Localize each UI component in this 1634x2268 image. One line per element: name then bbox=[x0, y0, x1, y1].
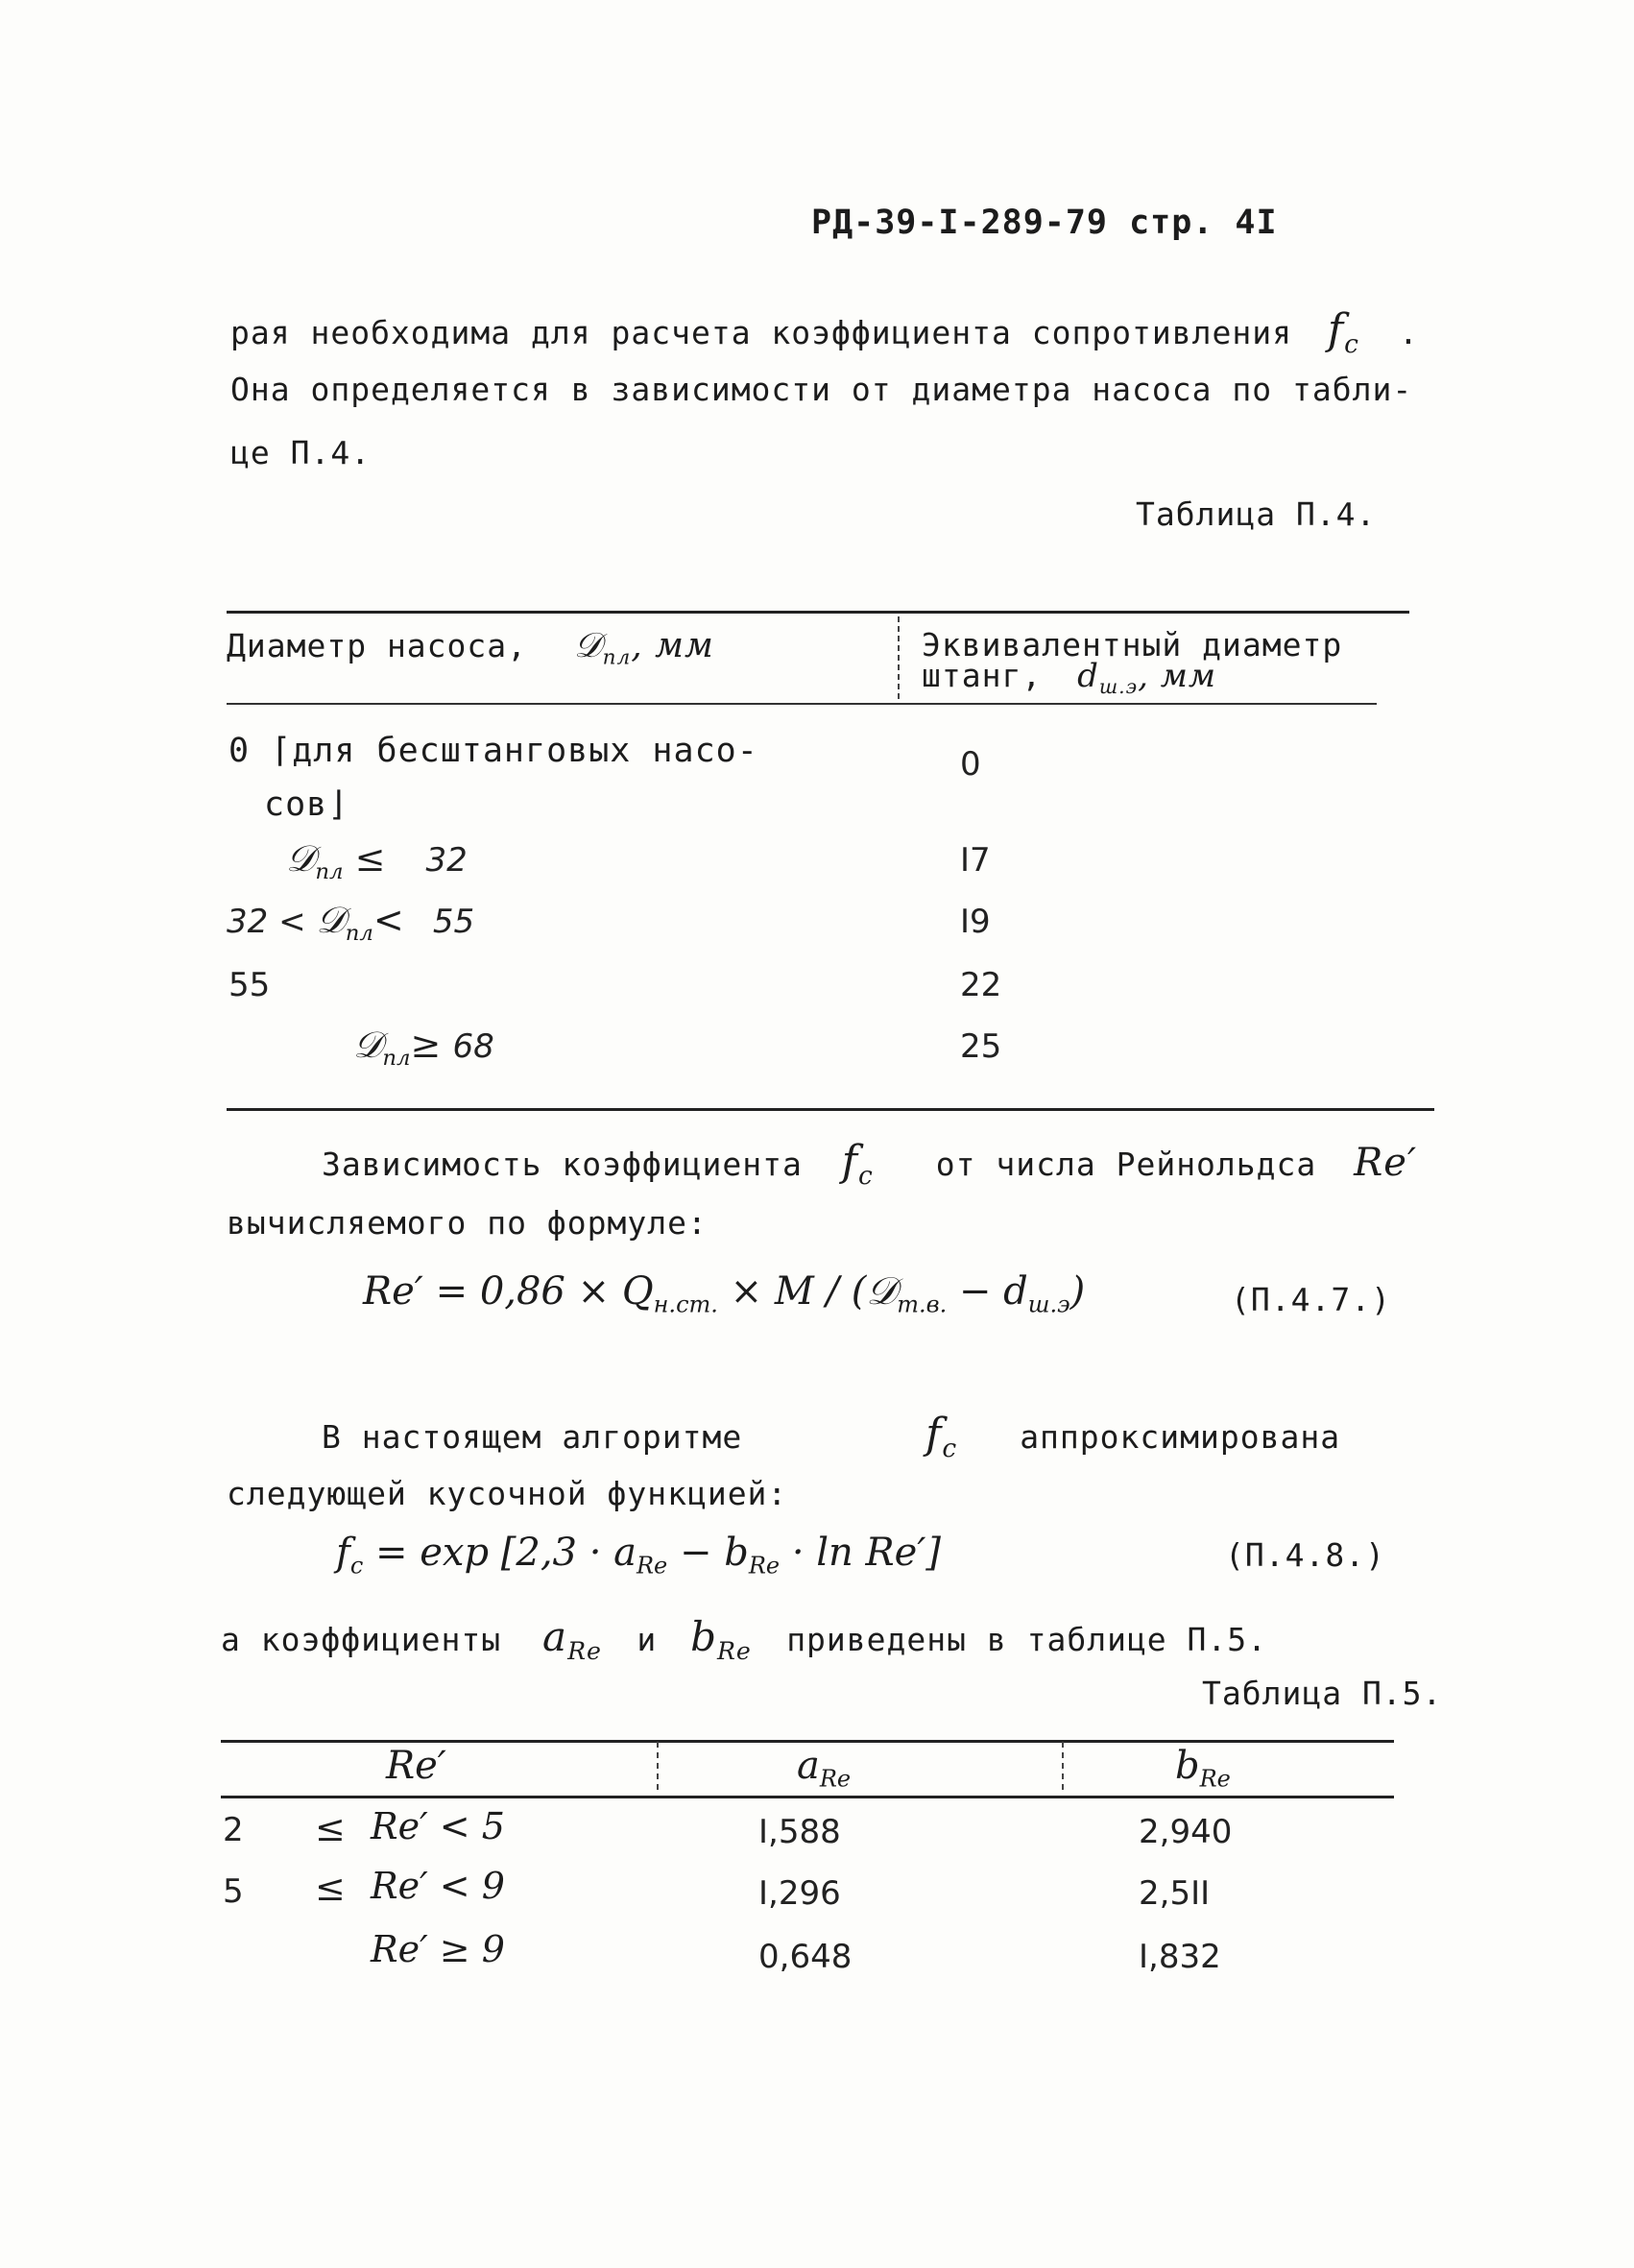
coefficient-a-symbol: $a_{Re}$ bbox=[542, 1613, 602, 1665]
table-5-row-3-a: 0,648 bbox=[758, 1938, 853, 1976]
table-4-col1-header: Диаметр насоса, 𝒟$_{пл}$, мм bbox=[227, 626, 714, 670]
table-5-row-2-relation: ≤ bbox=[315, 1867, 346, 1909]
approx-line-3: а коэффициенты $a_{Re}$ и $b_{Re}$ приведены в таблице П.5. bbox=[221, 1613, 1268, 1665]
table-5-header-re: Re′ bbox=[386, 1744, 446, 1788]
table-5-header-a: $a_{Re}$ bbox=[797, 1744, 852, 1793]
table-5-row-3-b: I,832 bbox=[1139, 1938, 1221, 1976]
table-5-caption: Таблица П.5. bbox=[1202, 1675, 1443, 1712]
table-4-header-rule bbox=[227, 703, 1377, 705]
table-5-header-b: $b_{Re}$ bbox=[1175, 1744, 1231, 1793]
coefficient-symbol-3: $f_c$ bbox=[925, 1410, 958, 1464]
reynolds-line-1: Зависимость коэффициента $f_c$ от числа Рейнольдса Re′ bbox=[322, 1137, 1418, 1192]
table-4-row-3-col1: 32 < 𝒟$_{пл}$< 55 bbox=[227, 899, 475, 946]
table-5-divider-2 bbox=[1062, 1742, 1064, 1790]
table-5-top-rule bbox=[221, 1740, 1394, 1743]
pump-diameter-symbol: 𝒟$_{пл}$, мм bbox=[573, 626, 714, 670]
intro-line-3: це П.4. bbox=[230, 434, 372, 471]
table-5-row-2-a: I,296 bbox=[758, 1874, 841, 1913]
table-5-row-2-b: 2,5II bbox=[1139, 1874, 1211, 1913]
coefficient-symbol-2: $f_c$ bbox=[841, 1137, 874, 1192]
table-4-col2-header-line-1: Эквивалентный диаметр bbox=[922, 626, 1343, 664]
intro-line-1-end: . bbox=[1398, 314, 1419, 351]
reynolds-symbol: Re′ bbox=[1354, 1141, 1418, 1185]
intro-line-1-text: рая необходима для расчета коэффициента сопротивления bbox=[230, 314, 1292, 351]
table-4-bottom-rule bbox=[227, 1108, 1434, 1111]
formula-p-4-8: $f_c = \exp [2,3 \cdot a_{Re} - b_{Re} \cdot \ln Re']$ bbox=[336, 1531, 941, 1580]
document-reference: РД-39-I-289-79 стр. 4I bbox=[811, 204, 1278, 242]
table-4-row-2-col1: 𝒟$_{пл}$ ≤ 32 bbox=[286, 837, 468, 884]
table-4-row-4-col2: 22 bbox=[960, 966, 1002, 1004]
table-4-row-1-col2: 0 bbox=[960, 745, 981, 784]
formula-p-4-7: $Re' = 0,86 \times Q_{н.ст.} \times M$ / (𝒟$_{т.в.}$ − $d_{ш.э}$) bbox=[363, 1269, 1086, 1318]
coefficient-symbol: $f_c$ bbox=[1327, 305, 1359, 360]
table-4-top-rule bbox=[227, 611, 1409, 614]
table-5-row-2-condition: Re′ < 9 bbox=[371, 1865, 505, 1907]
table-4-row-2-col2: I7 bbox=[960, 841, 991, 880]
table-5-divider-1 bbox=[657, 1742, 659, 1790]
reynolds-line-2: вычисляемого по формуле: bbox=[227, 1204, 708, 1242]
formula-p-4-7-number: (П.4.7.) bbox=[1231, 1281, 1391, 1318]
table-5-row-1-a: I,588 bbox=[758, 1813, 841, 1851]
table-5-row-1-b: 2,940 bbox=[1139, 1813, 1233, 1851]
table-4-row-5-col1: 𝒟$_{пл}$≥ 68 bbox=[353, 1024, 494, 1071]
table-5-row-1-lower: 2 bbox=[223, 1811, 244, 1849]
table-4-column-divider bbox=[898, 616, 900, 699]
intro-line-1 bbox=[230, 305, 1419, 359]
table-4-col2-header-line-2: штанг, $d_{ш.э}$, мм bbox=[922, 657, 1217, 699]
table-4-row-3-col2: I9 bbox=[960, 903, 991, 941]
table-5-row-1-relation: ≤ bbox=[315, 1807, 346, 1849]
table-4-row-1-col1-line-2: сов⌋ bbox=[264, 785, 349, 824]
table-4-row-5-col2: 25 bbox=[960, 1027, 1002, 1066]
intro-line-2: Она определяется в зависимости от диаметра насоса по табли- bbox=[230, 371, 1413, 408]
formula-p-4-8-number: (П.4.8.) bbox=[1225, 1536, 1385, 1574]
coefficient-b-symbol: $b_{Re}$ bbox=[690, 1613, 752, 1665]
approx-line-1: В настоящем алгоритме $f_c$ аппроксимирована bbox=[322, 1410, 1341, 1464]
table-4-caption: Таблица П.4. bbox=[1136, 495, 1377, 533]
table-4-row-1-col1-line-1: 0 ⌈для бесштанговых насо- bbox=[228, 732, 758, 770]
table-5-header-rule bbox=[221, 1796, 1394, 1798]
table-4-row-4-col1: 55 bbox=[228, 966, 271, 1004]
approx-line-2: следующей кусочной функцией: bbox=[227, 1475, 788, 1512]
rod-diameter-symbol: $d_{ш.э}$, мм bbox=[1077, 657, 1217, 699]
table-5-row-2-lower: 5 bbox=[223, 1872, 244, 1911]
table-5-row-3-condition: Re′ ≥ 9 bbox=[371, 1928, 505, 1970]
table-5-row-1-condition: Re′ < 5 bbox=[371, 1805, 505, 1847]
